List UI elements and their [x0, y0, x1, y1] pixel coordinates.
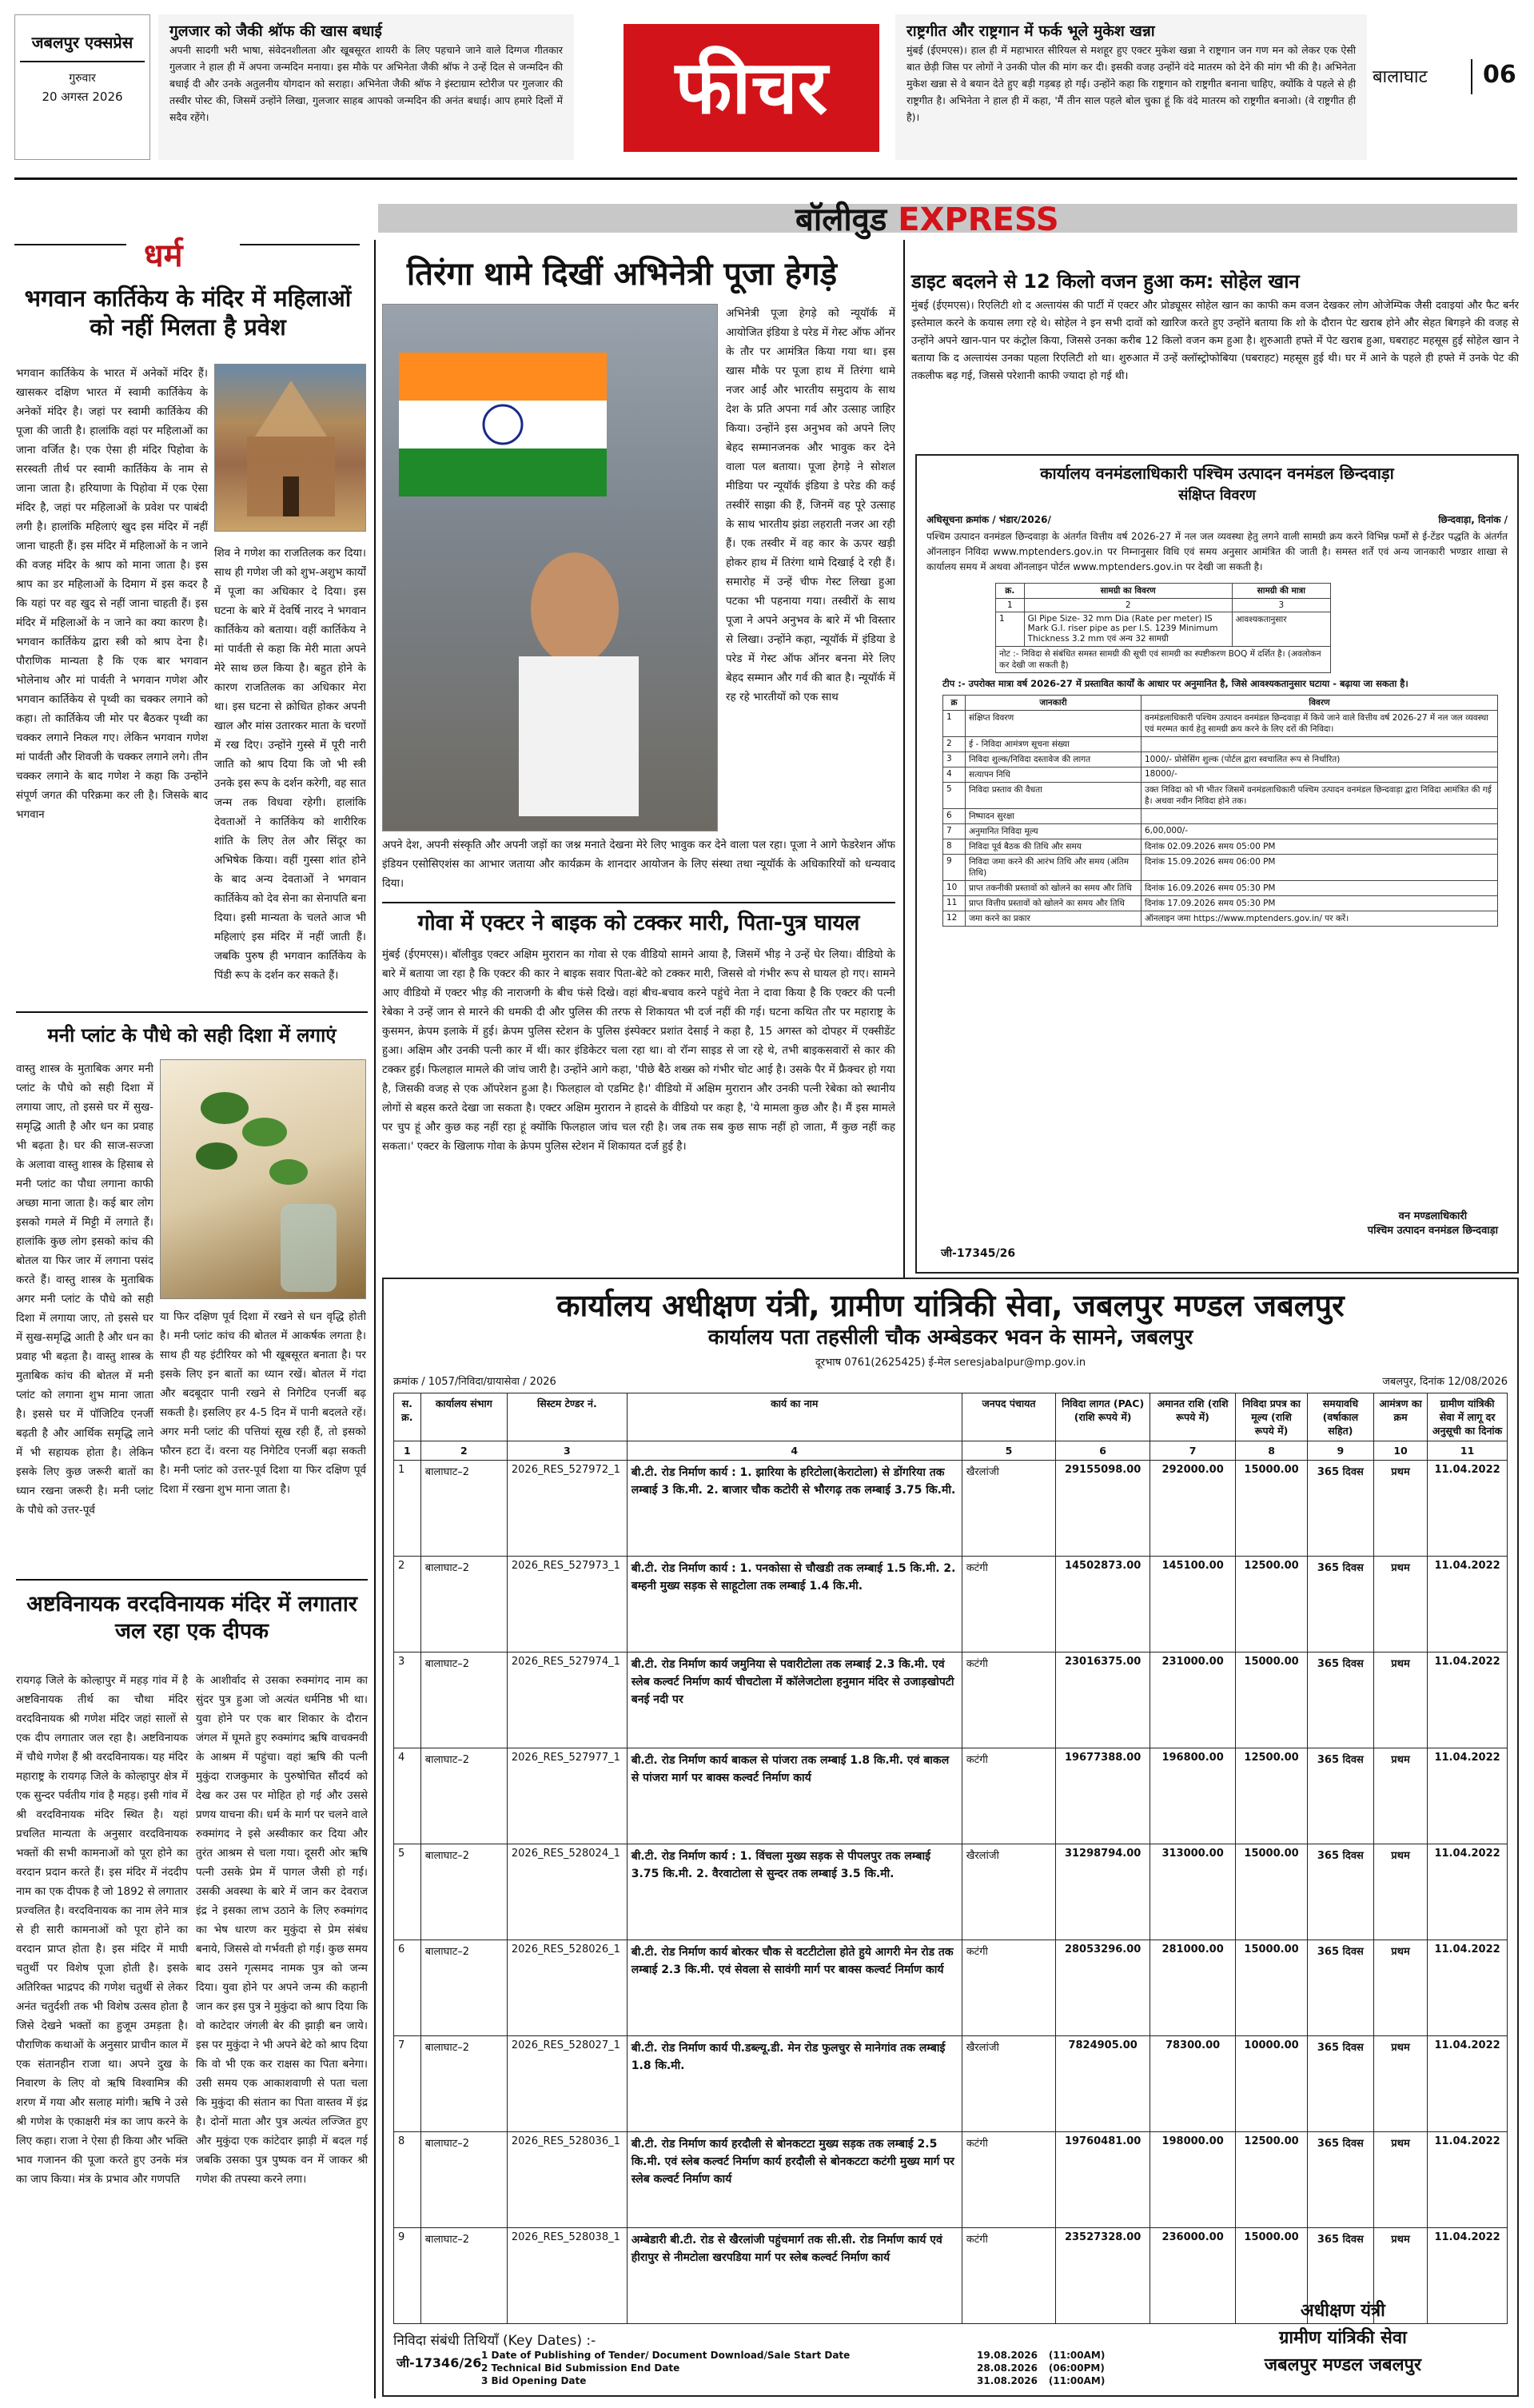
ryes-cell: 6	[394, 1940, 421, 2036]
forest-ref-row	[926, 512, 1508, 526]
forest-schedule-cell: जमा करने का प्रकार	[966, 911, 1142, 927]
forest-schedule-cell: निविदा पूर्व बैठक की तिथि और समय	[966, 839, 1142, 855]
money-plant-headline: मनी प्लांट के पौधे को सही दिशा में लगाएं	[47, 1024, 337, 1047]
ryes-date: जबलपुर, दिनांक 12/08/2026	[1382, 1376, 1508, 1388]
table-row	[394, 1844, 1508, 1940]
ryes-header-cell: ग्रामीण यांत्रिकी सेवा में लागू दर अनुसूची का दिनांक	[1428, 1393, 1508, 1441]
ryes-cell: 10000.00	[1236, 2036, 1308, 2132]
forest-material-num-row	[996, 599, 1331, 612]
forest-notice	[915, 454, 1519, 1274]
forest-schedule-cell: 18000/-	[1142, 767, 1498, 783]
ryes-cell: खैरलांजी	[962, 1461, 1056, 1557]
ashtavinayak-headline: अष्टविनायक वरदविनायक मंदिर में लगातार जल रहा एक दीपक	[26, 1592, 357, 1644]
ryes-cell: बी.टी. रोड निर्माण कार्य हरदौली से बोनकटटा मुख्य सड़क तक लम्बाई 2.5 कि.मी. एवं स्लेब कल्वर्ट निर्माण कार्य हरदौली से बोनकटटा कटंगी मुख्य मार्ग पर स्लेब कल्वर्ट निर्माण कार्य	[627, 2132, 962, 2228]
forest-schedule-row	[943, 824, 1498, 839]
forest-material-header-row	[996, 584, 1331, 599]
forest-schedule-cell: दिनांक 17.09.2026 समय 05:30 PM	[1142, 896, 1498, 911]
ryes-cell: प्रथम	[1373, 1557, 1427, 1653]
forest-title: कार्यालय वनमंडलाधिकारी पश्चिम उत्पादन वनमंडल छिन्दवाड़ा	[1040, 464, 1394, 483]
pooja-col-bottom	[382, 835, 895, 895]
ryes-cell: बालाघाट–2	[420, 1844, 507, 1940]
ryes-col-num: 2	[420, 1441, 507, 1461]
paper-name: जबलपुर एक्सप्रेस	[31, 33, 133, 52]
forest-schedule-row	[943, 711, 1498, 737]
ryes-col-num: 3	[507, 1441, 627, 1461]
ryes-cell: 78300.00	[1150, 2036, 1235, 2132]
money-plant-end-rule	[16, 1579, 368, 1581]
ryes-cell: बी.टी. रोड निर्माण कार्य : 1. पनकोसा से चौखडी तक लम्बाई 1.5 कि.मी. 2. बम्हनी मुख्य सड़क से साहूटोला तक लम्बाई 1.4 कि.मी.	[627, 1557, 962, 1653]
key-date-row	[481, 2362, 1116, 2374]
goa-text: मुंबई (ईएमएस)। बॉलीवुड एक्टर अक्षिम मुरारान का गोवा से एक वीडियो सामने आया है, जिसमें भीड़ ने उन्हें घेर लिया। वीडियो के बारे में बताया जा रहा है कि एक्टर की कार ने बाइक सवार पिता-बेटे को टक्कर मारी, जिससे वो गंभीर रूप से घायल हो गए। सामने आए वीडियो में एक्टर भीड़ की नाराजगी के बीच फंसे दिखे। वहां बीच-बचाव करने पहुंचे नेता ने दावा किया है कि एक्टर की पत्नी रेबेका ने उन्हें जान से मारने की धमकी दी और पुलिस की तरफ से शिकायत भी दर्ज नहीं की गई। घटना कथित तौर पर महाराष्ट्र के कुसमन, क्रेपम इलाके में हुई। क्रेपम पुलिस स्टेशन के पुलिस इंस्पेक्टर प्रशांत देसाई ने कहा है, 15 अगस्त को दोपहर में एक्सीडेंट हुआ। अक्षिम और उनकी पत्नी कार में थीं। कार इंडिकेटर चला रहा था। वो रॉन्ग साइड से जा रहे थे, तभी बाइकसवारों से कार की टक्कर हुई। फिलहाल मामले की जांच जारी है। उन्होंने आगे कहा, 'पीछे बैठे शख्स को गंभीर चोट आई है। उसके पैर में फ्रैक्चर हो गया है, जिसकी वजह से एक ऑपरेशन हुआ है। फिलहाल वो एडमिट है।' वीडियो में अक्षिम मुरारान और उनकी पत्नी रेबेका को स्थानीय लोगों से बहस करते देखा जा सकता है। एक्टर अक्षिम मुरारान ने हादसे के वीडियो पर कहा है, 'ये मामला कुछ और है। मैं इस मामले पर चुप हूं और कुछ कह नहीं रहा हूं क्योंकि फिलहाल जांच चल रही है। जब तक सब कुछ साफ नहीं हो जाता, मैं कुछ नहीं कह सकता।' एक्टर के खिलाफ गोवा के क्रेपम पुलिस स्टेशन में शिकायत दर्ज हुई है।	[382, 948, 895, 1153]
ryes-header-cell: अमानत राशि (राशि रूपये में)	[1150, 1393, 1235, 1441]
ryes-key-dates-table	[481, 2349, 1116, 2387]
ryes-cell: बालाघाट–2	[420, 1940, 507, 2036]
ryes-cell: 15000.00	[1236, 1940, 1308, 2036]
ryes-header-cell: निविदा लागत (PAC) (राशि रूपये में)	[1056, 1393, 1150, 1441]
key-date-cell: (06:00PM)	[1048, 2362, 1105, 2374]
ryes-header-cell: सिस्टम टेण्डर नं.	[507, 1393, 627, 1441]
ryes-cell: 2	[394, 1557, 421, 1653]
ryes-header-row	[394, 1393, 1508, 1441]
ryes-cell: 3	[394, 1653, 421, 1748]
ryes-cell: 14502873.00	[1056, 1557, 1150, 1653]
money-plant-col1-text: वास्तु शास्त्र के मुताबिक अगर मनी प्लांट के पौधे को सही दिशा में लगाया जाए, तो इससे घर में सुख-समृद्धि आती है और धन का प्रवाह भी बढ़ता है। घर की साज-सज्जा के अलावा वास्तु शास्त्र के हिसाब से मनी प्लांट का पौधा लगाना काफी अच्छा माना जाता है। कई बार लोग इसको गमले में मिट्टी में लगाते हैं। हालांकि कुछ लोग इसको कांच की बोतल या फिर जार में लगाना पसंद करते हैं। वास्तु शास्त्र के मुताबिक अगर मनी प्लांट के पौधे को सही दिशा में लगाया जाए, तो इससे घर में सुख-समृद्धि आती है और धन का प्रवाह भी बढ़ता है। वास्तु शास्त्र के मुताबिक कांच की बोतल में मनी प्लांट को लगाना शुभ माना जाता है। इससे घर में पॉजिटिव एनर्जी बढ़ती है और आर्थिक समृद्धि लाने में भी सहायक होता है। लेकिन इसके लिए कुछ जरूरी बातों का ध्यान रखना जरूरी है। मनी प्लांट के पौधे को उत्तर-पूर्व	[16, 1062, 153, 1517]
paper-day: गुरुवार	[69, 72, 96, 85]
forest-mat-num: 2	[1024, 599, 1232, 612]
ryes-cell: बी.टी. रोड निर्माण कार्य जमुनिया से पवारीटोला तक लम्बाई 2.3 कि.मी. एवं स्लेब कल्वर्ट निर्माण कार्य चीचटोला में कॉलेजटोला हनुमान मंदिर से उजाड़खोपटी बनई नदी पर	[627, 1653, 962, 1748]
ryes-tender-table	[393, 1393, 1508, 2324]
ryes-cell: कटंगी	[962, 2132, 1056, 2228]
goa-story	[382, 945, 895, 1269]
ryes-cell: प्रथम	[1373, 1653, 1427, 1748]
forest-material-row	[996, 612, 1331, 647]
ryes-cell: 281000.00	[1150, 1940, 1235, 2036]
forest-schedule-cell: संक्षिप्त विवरण	[966, 711, 1142, 737]
forest-schedule-cell	[1142, 737, 1498, 752]
ryes-cell: 23016375.00	[1056, 1653, 1150, 1748]
ryes-col-num: 9	[1307, 1441, 1373, 1461]
ashtavinayak-col1-text: रायगढ़ जिले के कोल्हापुर में महड़ गांव में है अष्टविनायक तीर्थ का चौथा मंदिर वरदविनायक श्री गणेश मंदिर जहां सालों से एक दीप लगातार जल रहा है। अष्टविनायक में चौथे गणेश हैं श्री वरदविनायक। यह मंदिर महाराष्ट्र के रायगढ़ जिले के कोल्हापुर क्षेत्र में एक सुन्दर पर्वतीय गांव है महड़। इसी गांव में श्री वरदविनायक मंदिर स्थित है। यहां प्रचलित मान्यता के अनुसार वरदविनायक भक्तों की सभी कामनाओं को पूरा होने का वरदान प्रदान करते हैं। इस मंदिर में नंददीप नाम का एक दीपक है जो 1892 से लगातार प्रज्वलित है। वरदविनायक का नाम लेने मात्र से ही सारी कामनाओं को पूरा होने का वरदान प्राप्त होता है। इस मंदिर में माघी चतुर्थी पर विशेष पूजा होती है। इसके अतिरिक्त भाद्रपद की गणेश चतुर्थी से लेकर अनंत चतुर्दशी तक भी विशेष उत्सव होता है जिसे देखने भक्तों का हुजूम उमड़ता है। पौराणिक कथाओं के अनुसार प्राचीन काल में एक संतानहीन राजा था। अपने दुख के निवारण के लिए वो ऋषि विश्वामित्र की शरण में गया और सलाह मांगी। ऋषि ने उसे श्री गणेश के एकाक्षरी मंत्र का जाप करने के लिए कहा। राजा ने ऐसा ही किया और भक्ति भाव गजानन की पूजा करते हुए उनके मंत्र का जाप किया। मंत्र के प्रभाव और गणपति	[16, 1674, 188, 2186]
ryes-header-cell: कार्य का नाम	[627, 1393, 962, 1441]
forest-mat-header: सामग्री का विवरण	[1024, 584, 1232, 599]
forest-para: पश्चिम उत्पादन वनमंडल छिन्दवाड़ा के अंतर्गत वित्तीय वर्ष 2026-27 में नल जल व्यवस्था हेतु लगने वाली सामग्री क्रय करने विभिन्न फर्मों से ई-टेंडर पद्धति के अंतर्गत ऑनलाइन निविदा www.mptenders.gov.in पर निम्नानुसार विधि एवं समय अनुसार आमंत्रित की जाती है। समस्त शर्तें एवं अन्य जानकारी भण्डार शाखा से कार्यालय समय में अथवा ऑनलाइन पोर्टल www.mptenders.gov.in पर देखी जा सकती है।	[926, 531, 1508, 572]
ryes-cell: बी.टी. रोड निर्माण कार्य : 1. विंचला मुख्य सड़क से पीपलपुर तक लम्बाई 3.75 कि.मी. 2. वैरवाटोला से सुन्दर तक लम्बाई 3.5 कि.मी.	[627, 1844, 962, 1940]
ryes-ref-row	[393, 1373, 1508, 1388]
ryes-header-cell: समयावधि (वर्षाकाल सहित)	[1307, 1393, 1373, 1441]
ryes-cell: अम्बेडारी बी.टी. रोड से खैरलांजी पहुंचमार्ग तक सी.सी. रोड निर्माण कार्य एवं हीरापुर से नीमटोला खरपडिया मार्ग पर स्लेब कल्वर्ट निर्माण कार्य	[627, 2228, 962, 2324]
ryes-cell: 19760481.00	[1056, 2132, 1150, 2228]
ryes-header-cell: जनपद पंचायत	[962, 1393, 1056, 1441]
ryes-cell: 5	[394, 1844, 421, 1940]
ryes-cell: कटंगी	[962, 1940, 1056, 2036]
forest-note1: नोट :- निविदा से संबंधित समस्त सामग्री की सूची एवं सामग्री का स्पष्टीकरण BOQ में दर्शित है। (अवलोकन कर देखी जा सकती है)	[996, 647, 1331, 673]
forest-material-table	[995, 583, 1331, 673]
ryes-cell: 236000.00	[1150, 2228, 1235, 2324]
ryes-cell: खैरलांजी	[962, 1844, 1056, 1940]
ryes-col-num: 1	[394, 1441, 421, 1461]
ryes-cell: 11.04.2022	[1428, 1653, 1508, 1748]
ryes-cell: बी.टी. रोड निर्माण कार्य : 1. झारिया के हरिटोला(केराटोला) से डोंगरिया तक लम्बाई 3 कि.मी. 2. बाजार चौक कटोरी से भौरगढ़ तक लम्बाई 3.75 कि.मी.	[627, 1461, 962, 1557]
forest-ref: अधिसूचना क्रमांक / भंडार/2026/	[926, 514, 1051, 525]
key-date-cell: (11:00AM)	[1048, 2350, 1106, 2361]
ryes-cell: 11.04.2022	[1428, 1844, 1508, 1940]
dharm-rule-left	[14, 244, 126, 245]
ryes-cell: 365 दिवस	[1307, 1461, 1373, 1557]
key-date-cell: 28.08.2026	[977, 2362, 1038, 2374]
table-row	[394, 1748, 1508, 1844]
ryes-cell: प्रथम	[1373, 2228, 1427, 2324]
temple-photo	[214, 364, 366, 532]
ryes-cell: 365 दिवस	[1307, 1557, 1373, 1653]
forest-subtitle: संक्षिप्त विवरण	[1178, 487, 1256, 504]
forest-place-date: छिन्दवाड़ा, दिनांक /	[1438, 514, 1508, 525]
forest-schedule-cell	[1142, 809, 1498, 824]
ryes-signature	[1265, 2298, 1421, 2379]
ryes-col-num: 8	[1236, 1441, 1308, 1461]
ryes-cell: बालाघाट–2	[420, 1748, 507, 1844]
sohail-headline: डाइट बदलने से 12 किलो वजन हुआ कम: सोहेल खान	[911, 270, 1300, 293]
forest-schedule-cell: प्राप्त तकनीकी प्रस्तावों को खोलने का समय और तिथि	[966, 881, 1142, 896]
ryes-num-row	[394, 1441, 1508, 1461]
ryes-cell: 11.04.2022	[1428, 2036, 1508, 2132]
forest-schedule-cell: 6,00,000/-	[1142, 824, 1498, 839]
pooja-end-rule	[382, 902, 895, 903]
ryes-cell: 4	[394, 1748, 421, 1844]
ryes-cell: 9	[394, 2228, 421, 2324]
dharm-section-title: धर्म	[144, 237, 183, 274]
pooja-photo	[382, 304, 718, 831]
goa-headline: गोवा में एक्टर ने बाइक को टक्कर मारी, पिता-पुत्र घायल	[417, 911, 860, 935]
key-date-cell: 1 Date of Publishing of Tender/ Document Download/Sale Start Date	[481, 2350, 851, 2361]
table-row	[394, 2036, 1508, 2132]
top-right-text: मुंबई (ईएमएस)। हाल ही में महाभारत सीरियल से मशहूर हुए एक्टर मुकेश खन्ना ने राष्ट्रगान जन गण मन को लेकर एक ऐसी बात छेड़ी जिस पर लोगों ने उनकी पोल की मांग कर दी। इसकी वजह उन्होंने वंदे मातरम को देने की मांग भी की है। अभिनेता मुकेश खन्ना से वे बयान देते हुए बड़ी गड़बड़ हो गई। उन्होंने कहा कि राष्ट्रगान को राष्ट्रगीत बनाना चाहिए, क्योंकि वे पहले से ही राष्ट्रगीत है। अभिनेता ने हाल ही में कहा, 'मैं तीन साल पहले बोल चुका हूं कि वंदे मातरम को राष्ट्रगीत बनाओ। (वे राष्ट्रगीत ही है)।	[906, 44, 1356, 123]
forest-code: जी-17345/26	[941, 1247, 1016, 1260]
ryes-cell: 11.04.2022	[1428, 1940, 1508, 2036]
ryes-cell: 11.04.2022	[1428, 1461, 1508, 1557]
ryes-cell: 2026_RES_528026_1	[507, 1940, 627, 2036]
forest-schedule-cell: 11	[943, 896, 966, 911]
ryes-address: कार्यालय पता तहसीली चौक अम्बेडकर भवन के सामने, जबलपुर	[707, 1326, 1193, 1350]
forest-schedule-cell: वनमंडलाधिकारी पश्चिम उत्पादन वनमंडल छिन्दवाड़ा में किये जाने वाले वित्तीय वर्ष 2026-27 में नल जल व्यवस्था एवं मरम्मत कार्य हेतु सामग्री क्रय करने के लिए दरों की निविदा।	[1142, 711, 1498, 737]
kartikey-end-rule	[16, 1011, 368, 1013]
forest-mat-no: 1	[996, 612, 1025, 647]
pooja-col-right	[726, 304, 895, 831]
top-left-text: अपनी सादगी भरी भाषा, संवेदनशीलता और खूबसूरत शायरी के लिए पहचाने जाने वाले दिग्गज गीतकार गुलजार ने हाल ही में अपना जन्मदिन मनाया। इस मौके पर अभिनेता जैकी श्रॉफ ने उन्हें दिल से जन्मदिन की बधाई दी और उनके अतुलनीय योगदान को सराहा। अभिनेता जैकी श्रॉफ ने इंस्टाग्राम स्टोरीज पर गुलजार की तस्वीर पोस्ट की, जिसमें उन्होंने लिखा, गुलजार साहब आपको जन्मदिन की अनंत बधाई। आप हमारे दिलों में सदैव रहेंगे।	[169, 44, 563, 123]
key-date-cell: (11:00AM)	[1048, 2375, 1106, 2386]
forest-sched-header: जानकारी	[966, 696, 1142, 711]
ryes-cell: कटंगी	[962, 1748, 1056, 1844]
ryes-col-num: 10	[1373, 1441, 1427, 1461]
ryes-col-num: 6	[1056, 1441, 1150, 1461]
ashtavinayak-col2	[196, 1671, 368, 2390]
key-date-cell: 31.08.2026	[977, 2375, 1038, 2386]
forest-schedule-row	[943, 855, 1498, 881]
ryes-cell: बालाघाट–2	[420, 2132, 507, 2228]
ryes-cell: 145100.00	[1150, 1557, 1235, 1653]
forest-schedule-cell: प्राप्त वित्तीय प्रस्तावों को खोलने का समय और तिथि	[966, 896, 1142, 911]
ryes-header-cell: स. क्र.	[394, 1393, 421, 1441]
temple-illustration	[215, 365, 367, 532]
forest-mat-desc: GI Pipe Size- 32 mm Dia (Rate per meter) IS Mark G.I. riser pipe as per I.S. 1239 Minimum Thickness 3.2 mm एवं अन्य 32 सामग्री	[1024, 612, 1232, 647]
ryes-cell: 23527328.00	[1056, 2228, 1150, 2324]
feature-banner: फीचर	[624, 24, 879, 152]
ryes-cell: 31298794.00	[1056, 1844, 1150, 1940]
pooja-flag-illustration	[383, 305, 719, 832]
kartikey-col2-text: शिव ने गणेश का राजतिलक कर दिया। साथ ही गणेश जी को शुभ-अशुभ कार्यों में पूजा का अधिकार दे दिया। इस घटना के बारे में देवर्षि नारद ने भगवान कार्तिकेय को बताया। वहीं कार्तिकेय ने मां पार्वती से कहा कि मेरी माता अपने मेरे साथ छल किया है। बहुत होने के कारण राजतिलक का अधिकार मेरा था। इस घटना से क्रोधित होकर अपनी खाल और मांस उतारकर माता के चरणों में रख दिए। उन्होंने गुस्से में पूरी नारी जाति को श्राप दिया कि जो भी स्त्री उनके इस रूप के दर्शन करेगी, वह सात जन्म तक विधवा रहेगी। हालांकि देवताओं ने कार्तिकेय को शारीरिक शांति के लिए तेल और सिंदूर का अभिषेक किया। वहीं गुस्सा शांत होने के बाद अन्य देवताओं ने भगवान कार्तिकेय को देव सेना का सेनापति बना दिया। इसी मान्यता के चलते आज भी महिलाएं इस मंदिर में नहीं जाती हैं। जबकि पुरुष ही भगवान कार्तिकेय के पिंडी रूप के दर्शन कर सकते हैं।	[214, 547, 366, 982]
forest-schedule-cell: निष्पादन सुरक्षा	[966, 809, 1142, 824]
forest-schedule-cell: 1	[943, 711, 966, 737]
kartikey-col1-text: भगवान कार्तिकेय के भारत में अनेकों मंदिर हैं। खासकर दक्षिण भारत में स्वामी कार्तिकेय के अनेकों मंदिर है। जहां पर स्वामी कार्तिकेय की पूजा की जाती है। हालांकि वहां पर महिलाओं का जाना वर्जित है। एक ऐसा ही मंदिर पिहोवा के सरस्वती तीर्थ पर स्वामी कार्तिकेय के नाम से जाना जाता है। हरियाणा के पिहोवा में एक ऐसा मंदिर है, जहां पर महिलाओं के प्रवेश पर पाबंदी लगी है। हालांकि महिलाएं खुद इस मंदिर में नहीं जाना चाहती हैं। इस मंदिर में महिलाओं के न जाने की वजह मंदिर के श्राप को माना जाता है। इस श्राप का डर महिलाओं के दिमाग में इस कदर है कि यहां पर वह खुद से नहीं जाना चाहती हैं। इस मंदिर में महिलाओं के न जाने का क्या कारण है। भगवान कार्तिकेय द्वारा स्त्री को श्राप देना है। पौराणिक मान्यता है कि एक बार भगवान भोलेनाथ और मां पार्वती ने भगवान गणेश और भगवान कार्तिकेय से पृथ्वी का चक्कर लगाने को कहा। तो कार्तिकेय जी मोर पर बैठकर पृथ्वी का चक्कर लगाने निकल गए। लेकिन भगवान गणेश मां पार्वती और शिवजी के चक्कर लगाने लगे। तीन चक्कर लगाने के बाद गणेश ने कहा कि उन्होंने संपूर्ण जगत की परिक्रमा कर ली है। जिसके बाद भगवान	[16, 367, 208, 821]
top-right-headline: राष्ट्रगीत और राष्ट्रगान में फर्क भूले मुकेश खन्ना	[906, 22, 1155, 40]
key-date-row	[481, 2374, 1116, 2387]
ryes-ref: क्रमांक / 1057/निविदा/ग्रायासेवा / 2026	[393, 1376, 556, 1388]
table-row	[394, 1653, 1508, 1748]
ryes-cell: 11.04.2022	[1428, 1557, 1508, 1653]
forest-schedule-row	[943, 783, 1498, 809]
ryes-cell: 8	[394, 2132, 421, 2228]
ryes-sign2: ग्रामीण यांत्रिकी सेवा	[1278, 2328, 1407, 2348]
forest-schedule-row	[943, 839, 1498, 855]
forest-schedule-cell: 2	[943, 737, 966, 752]
paper-date: 20 अगस्त 2026	[42, 90, 123, 104]
ryes-cell: 11.04.2022	[1428, 2228, 1508, 2324]
forest-schedule-row	[943, 767, 1498, 783]
forest-schedule-cell: निविदा जमा करने की आरंभ तिथि और समय (अंतिम तिथि)	[966, 855, 1142, 881]
forest-schedule-cell: 4	[943, 767, 966, 783]
ryes-cell: 7	[394, 2036, 421, 2132]
middle-column-rule	[903, 240, 905, 1279]
ryes-cell: प्रथम	[1373, 1748, 1427, 1844]
money-plant-col2-text: या फिर दक्षिण पूर्व दिशा में रखने से धन वृद्धि होती है। मनी प्लांट कांच की बोतल में आकर्षक लगता है। साथ ही यह इंटीरियर को भी खूबसूरत बनाता है। पर इसके लिए इन बातों का ध्यान रखें। बोतल में गंदा और बदबूदार पानी रखने से निगेटिव एनर्जी बढ़ सकती है। इसलिए हर 4-5 दिन में पानी बदलते रहें। अगर मनी प्लांट की पत्तियां सूख रही हैं, तो इसको फौरन हटा दें। वरना यह निगेटिव एनर्जी बढ़ा सकती है। मनी प्लांट को उत्तर-पूर्व दिशा या फिर दक्षिण पूर्व दिशा में रखना शुभ माना जाता है।	[160, 1310, 366, 1496]
ryes-cell: कटंगी	[962, 1653, 1056, 1748]
pooja-headline: तिरंगा थामे दिखीं अभिनेत्री पूजा हेगड़े	[406, 256, 838, 293]
ryes-col-num: 7	[1150, 1441, 1235, 1461]
masthead-divider	[20, 61, 145, 62]
masthead-paper-box	[14, 14, 150, 160]
ryes-cell: कटंगी	[962, 2228, 1056, 2324]
forest-mat-num: 3	[1232, 599, 1330, 612]
ryes-cell: 365 दिवस	[1307, 1748, 1373, 1844]
ryes-cell: प्रथम	[1373, 1940, 1427, 2036]
ryes-cell: 12500.00	[1236, 1557, 1308, 1653]
forest-sign2: पश्चिम उत्पादन वनमंडल छिन्दवाड़ा	[1367, 1225, 1498, 1237]
ryes-cell: 2026_RES_527973_1	[507, 1557, 627, 1653]
sohail-story	[911, 297, 1519, 441]
ryes-cell: 2026_RES_527972_1	[507, 1461, 627, 1557]
top-left-story	[158, 14, 574, 160]
forest-schedule-cell: दिनांक 02.09.2026 समय 05:00 PM	[1142, 839, 1498, 855]
forest-sched-header: क्र	[943, 696, 966, 711]
forest-schedule-cell: सत्यापन निधि	[966, 767, 1142, 783]
ryes-cell: कटंगी	[962, 1557, 1056, 1653]
money-plant-col2	[160, 1307, 366, 1603]
ryes-cell: 11.04.2022	[1428, 2132, 1508, 2228]
ryes-cell: बी.टी. रोड निर्माण कार्य बोरकर चौक से वटटीटोला होते हुये आगरी मेन रोड तक लम्बाई 2.3 कि.मी. एवं सेवला से सावंगी मार्ग पर बाक्स कल्वर्ट निर्माण कार्य	[627, 1940, 962, 2036]
forest-schedule-row	[943, 737, 1498, 752]
forest-schedule-cell: 12	[943, 911, 966, 927]
forest-schedule-cell: 9	[943, 855, 966, 881]
forest-schedule-cell: ऑनलाइन जमा https://www.mptenders.gov.in/ पर करें।	[1142, 911, 1498, 927]
ryes-contact: दूरभाष 0761(2625425) ई-मेल seresjabalpur@mp.gov.in	[815, 1357, 1086, 1369]
ryes-cell: 15000.00	[1236, 1461, 1308, 1557]
table-row	[394, 1557, 1508, 1653]
table-row	[394, 2132, 1508, 2228]
forest-schedule-row	[943, 752, 1498, 767]
money-plant-photo	[160, 1059, 366, 1299]
ryes-cell: 15000.00	[1236, 1653, 1308, 1748]
bollywood-express-title	[795, 201, 1059, 238]
ryes-cell: 365 दिवस	[1307, 2132, 1373, 2228]
forest-schedule-cell: 7	[943, 824, 966, 839]
ryes-cell: 365 दिवस	[1307, 1653, 1373, 1748]
ryes-cell: 12500.00	[1236, 1748, 1308, 1844]
forest-signature	[1368, 1208, 1498, 1237]
key-date-cell: 19.08.2026	[977, 2350, 1038, 2361]
ryes-cell: खैरलांजी	[962, 2036, 1056, 2132]
ryes-cell: 2026_RES_528024_1	[507, 1844, 627, 1940]
ryes-cell: 365 दिवस	[1307, 1844, 1373, 1940]
forest-schedule-cell: 5	[943, 783, 966, 809]
ryes-cell: 196800.00	[1150, 1748, 1235, 1844]
ryes-cell: 365 दिवस	[1307, 1940, 1373, 2036]
ryes-cell: बी.टी. रोड निर्माण कार्य पी.डब्ल्यू.डी. मेन रोड फुलचुर से मानेगांव तक लम्बाई 1.8 कि.मी.	[627, 2036, 962, 2132]
forest-schedule-row	[943, 881, 1498, 896]
district-name: बालाघाट	[1373, 67, 1428, 87]
ryes-col-num: 5	[962, 1441, 1056, 1461]
ashtavinayak-col1	[16, 1671, 188, 2390]
forest-schedule-cell: उक्त निविदा को भी भीतर जिसमें वनमंडलाधिकारी पश्चिम उत्पादन वनमंडल छिन्दवाड़ा द्वारा निविदा आमंत्रित की गई है। अथवा नवीन निविदा होने तक।	[1142, 783, 1498, 809]
table-row	[394, 1940, 1508, 2036]
ryes-code: जी-17346/26	[396, 2355, 482, 2370]
ryes-cell: 2026_RES_527974_1	[507, 1653, 627, 1748]
bollywood-title-suffix: EXPRESS	[898, 201, 1059, 238]
ryes-cell: 2026_RES_528038_1	[507, 2228, 627, 2324]
ryes-cell: 15000.00	[1236, 1844, 1308, 1940]
page-no-divider	[1471, 59, 1472, 94]
ryes-cell: 19677388.00	[1056, 1748, 1150, 1844]
ryes-title: कार्यालय अधीक्षण यंत्री, ग्रामीण यांत्रिकी सेवा, जबलपुर मण्डल जबलपुर	[556, 1288, 1345, 1323]
forest-schedule-cell: निविदा शुल्क/निविदा दस्तावेज की लागत	[966, 752, 1142, 767]
ryes-cell: बी.टी. रोड निर्माण कार्य बाकल से पांजरा तक लम्बाई 1.8 कि.मी. एवं बाकल से पांजरा मार्ग पर बाक्स कल्वर्ट निर्माण कार्य	[627, 1748, 962, 1844]
ryes-header-cell: निविदा प्रपत्र का मूल्य (राशि रूपये में)	[1236, 1393, 1308, 1441]
forest-schedule-header-row	[943, 696, 1498, 711]
ryes-cell: 11.04.2022	[1428, 1748, 1508, 1844]
forest-schedule-cell: 6	[943, 809, 966, 824]
forest-schedule-row	[943, 809, 1498, 824]
ryes-cell: 365 दिवस	[1307, 2228, 1373, 2324]
forest-schedule-cell: 3	[943, 752, 966, 767]
ryes-cell: बालाघाट–2	[420, 2036, 507, 2132]
ryes-cell: 29155098.00	[1056, 1461, 1150, 1557]
forest-schedule-row	[943, 911, 1498, 927]
forest-mat-qty: आवश्यकतानुसार	[1232, 612, 1330, 647]
ryes-cell: 2026_RES_527977_1	[507, 1748, 627, 1844]
ashtavinayak-col2-text: के आशीर्वाद से उसका रुक्मांगद नाम का सुंदर पुत्र हुआ जो अत्यंत धर्मनिष्ठ भी था। युवा होने पर एक बार शिकार के दौरान जंगल में घूमते हुए रुक्मांगद ऋषि वाचक्नवी के आश्रम में पहुंचा। वहां ऋषि की पत्नी मुकुंदा राजकुमार के पुरुषोचित सौंदर्य को देख कर उस पर मोहित हो गई और उससे प्रणय याचना की। धर्म के मार्ग पर चलने वाले रुक्मांगद ने इसे अस्वीकार कर दिया और तुरंत आश्रम से चला गया। दूसरी ओर ऋषि पत्नी उसके प्रेम में पागल जैसी हो गई। उसकी अवस्था के बारे में जान कर देवराज इंद्र ने इसका लाभ उठाने के लिए रुक्मांगद का भेष धारण कर मुकुंदा से प्रेम संबंध बनाये, जिससे वो गर्भवती हो गई। कुछ समय बाद उसने गृत्समद नामक पुत्र को जन्म दिया। युवा होने पर अपने जन्म की कहानी जान कर इस पुत्र ने मुकुंदा को श्राप दिया कि वो काटेदार जंगली बेर की झाड़ी बन जाये। इस पर मुकुंदा ने भी अपने बेटे को श्राप दिया कि वो भी एक कर राक्षस का पिता बनेगा। उसी समय एक आकाशवाणी से पता चला कि मुकुंदा की संतान का पिता वास्तव में इंद्र है। दोनों माता और पुत्र अत्यंत लज्जित हुए और मुकुंदा एक कांटेदार झाड़ी में बदल गई जबकि उसका पुत्र पुष्पक वन में जाकर श्री गणेश की तपस्या करने लगा।	[196, 1674, 368, 2186]
ryes-cell: 7824905.00	[1056, 2036, 1150, 2132]
ryes-sign3: जबलपुर मण्डल जबलपुर	[1264, 2355, 1421, 2375]
ryes-cell: 2026_RES_528036_1	[507, 2132, 627, 2228]
ryes-cell: बालाघाट–2	[420, 1461, 507, 1557]
forest-schedule-cell: 8	[943, 839, 966, 855]
ryes-cell: प्रथम	[1373, 1461, 1427, 1557]
money-plant-col1	[16, 1059, 153, 1603]
ryes-cell: 313000.00	[1150, 1844, 1235, 1940]
forest-schedule-cell: 1000/- प्रोसेसिंग शुल्क (पोर्टल द्वारा स्वचालित रूप से निर्धारित)	[1142, 752, 1498, 767]
forest-schedule-cell: दिनांक 15.09.2026 समय 06:00 PM	[1142, 855, 1498, 881]
ryes-cell: प्रथम	[1373, 2132, 1427, 2228]
left-column-rule	[374, 240, 376, 2398]
forest-schedule-cell: 10	[943, 881, 966, 896]
ryes-cell: प्रथम	[1373, 1844, 1427, 1940]
forest-note2: टीप :- उपरोक्त मात्रा वर्ष 2026-27 में प्रस्तावित कार्यों के आधार पर अनुमानित है, जिसे आवश्यकतानुसार घटाया - बढ़ाया जा सकता है।	[942, 678, 1408, 689]
top-right-story	[895, 14, 1367, 160]
ryes-cell: 198000.00	[1150, 2132, 1235, 2228]
ryes-cell: प्रथम	[1373, 2036, 1427, 2132]
forest-schedule-cell: दिनांक 16.09.2026 समय 05:30 PM	[1142, 881, 1498, 896]
forest-schedule-table	[942, 695, 1498, 927]
pooja-col-bottom-text: अपने देश, अपनी संस्कृति और अपनी जड़ों का जश्न मनाते देखना मेरे लिए भावुक कर देने वाला पल रहा। पूजा ने आगे फेडरेशन ऑफ इंडियन एसोसिएशंस का आभार जताया और कार्यक्रम के शानदार आयोजन के लिए संस्था तथा न्यूयॉर्क के अधिकारियों को धन्यवाद दिया।	[382, 839, 895, 890]
dharm-rule-right	[240, 244, 360, 245]
top-left-headline: गुलजार को जैकी श्रॉफ की खास बधाई	[169, 22, 382, 40]
ryes-cell: 2026_RES_528027_1	[507, 2036, 627, 2132]
money-plant-illustration	[161, 1060, 367, 1300]
ryes-cell: बालाघाट–2	[420, 1653, 507, 1748]
ryes-cell: बालाघाट–2	[420, 2228, 507, 2324]
sohail-text: मुंबई (ईएमएस)। रिएलिटी शो द अल्तायंस की पार्टी में एक्टर और प्रोड्यूसर सोहेल खान का काफी कम वजन देखकर लोग ओजेम्पिक जैसी दवाइयां और फैट बर्नर इस्तेमाल करने के कयास लगा रहे थे। सोहेल ने इन सभी दावों को खारिज करते हुए उन्होंने बताया कि शो के दौरान पेट खराब होने और सेहत बिगड़ने की वजह से उन्होंने अपने खान-पान पर कंट्रोल किया, जिससे उनका करीब 12 किलो वजन कम हुआ है। शुरुआती हफ्ते में पेट खराब हुआ, घबराहट महसूस हुई सोहेल खान ने बताया कि द अल्तायंस उनका पहला रिएलिटी शो था। शुरुआत में उन्हें क्लॉस्ट्रोफोबिया (घबराहट) महसूस हुई थी। घर में आने के पहले ही हफ्ते में उनके पेट की तकलीफ बढ़ गई, जिससे परेशानी काफी ज्यादा हो गई थी।	[911, 300, 1519, 382]
forest-mat-header: क्र.	[996, 584, 1025, 599]
ryes-header-cell: कार्यालय संभाग	[420, 1393, 507, 1441]
ryes-col-num: 4	[627, 1441, 962, 1461]
ryes-cell: 365 दिवस	[1307, 2036, 1373, 2132]
forest-sign1: वन मण्डलाधिकारी	[1398, 1210, 1468, 1222]
key-date-cell: 2 Technical Bid Submission End Date	[481, 2362, 680, 2374]
key-date-cell: 3 Bid Opening Date	[481, 2375, 587, 2386]
ryes-cell: 15000.00	[1236, 2228, 1308, 2324]
pooja-col-right-text: अभिनेत्री पूजा हेगड़े को न्यूयॉर्क में आयोजित इंडिया डे परेड में गेस्ट ऑफ ऑनर के तौर पर आमंत्रित किया गया था। इस खास मौके पर पूजा हाथ में तिरंगा थामे नजर आईं और भारतीय समुदाय के साथ देश के प्रति अपना गर्व और उत्साह जाहिर किया। उन्होंने इस अनुभव को अपने लिए बेहद सम्मानजनक और भावुक कर देने वाला पल बताया। पूजा हेगड़े ने सोशल मीडिया पर न्यूयॉर्क इंडिया डे परेड की कई तस्वीरें साझा की हैं, जिनमें वह पूरे उत्साह के साथ भारतीय झंडा लहराती नजर आ रही हैं। एक तस्वीर में वह कार के ऊपर खड़ी होकर हाथ में तिरंगा थामे दिखाई दे रही हैं। समारोह में उन्हें चीफ गेस्ट लिखा हुआ पटका भी पहनाया गया। तस्वीरों के साथ पूजा ने अपने अनुभव के बारे में भी विस्तार से लिखा। उन्होंने कहा, न्यूयॉर्क में इंडिया डे परेड में गेस्ट ऑफ ऑनर बनना मेरे लिए बेहद सम्मान और गर्व की बात है। न्यूयॉर्क में रह रहे भारतीयों को एक साथ	[726, 307, 895, 704]
ryes-cell: 231000.00	[1150, 1653, 1235, 1748]
forest-mat-num: 1	[996, 599, 1025, 612]
forest-sched-header: विवरण	[1142, 696, 1498, 711]
kartikey-col1	[16, 364, 208, 1131]
ryes-sign1: अधीक्षण यंत्री	[1300, 2301, 1385, 2321]
forest-schedule-row	[943, 896, 1498, 911]
kartikey-headline: भगवान कार्तिकेय के मंदिर में महिलाओं को नहीं मिलता है प्रवेश	[24, 285, 352, 341]
forest-schedule-cell: अनुमानित निविदा मूल्य	[966, 824, 1142, 839]
key-date-row	[481, 2349, 1116, 2362]
ryes-cell: 292000.00	[1150, 1461, 1235, 1557]
forest-mat-header: सामग्री की मात्रा	[1232, 584, 1330, 599]
ryes-key-title: निविदा संबंधी तिथियाँ (Key Dates) :-	[393, 2333, 596, 2349]
ryes-cell: 12500.00	[1236, 2132, 1308, 2228]
ryes-cell: 28053296.00	[1056, 1940, 1150, 2036]
page-number: 06	[1483, 61, 1516, 89]
table-row	[394, 1461, 1508, 1557]
masthead-rule	[14, 177, 1517, 180]
ryes-cell: 1	[394, 1461, 421, 1557]
forest-schedule-cell: ई - निविदा आमंत्रण सूचना संख्या	[966, 737, 1142, 752]
ryes-header-cell: आमंत्रण का क्रम	[1373, 1393, 1427, 1441]
forest-schedule-cell: निविदा प्रस्ताव की वैधता	[966, 783, 1142, 809]
ryes-cell: बालाघाट–2	[420, 1557, 507, 1653]
ryes-col-num: 11	[1428, 1441, 1508, 1461]
ryes-tender-notice	[382, 1278, 1519, 2397]
bollywood-title-prefix: बॉलीवुड	[795, 201, 887, 238]
forest-material-note-row	[996, 647, 1331, 673]
